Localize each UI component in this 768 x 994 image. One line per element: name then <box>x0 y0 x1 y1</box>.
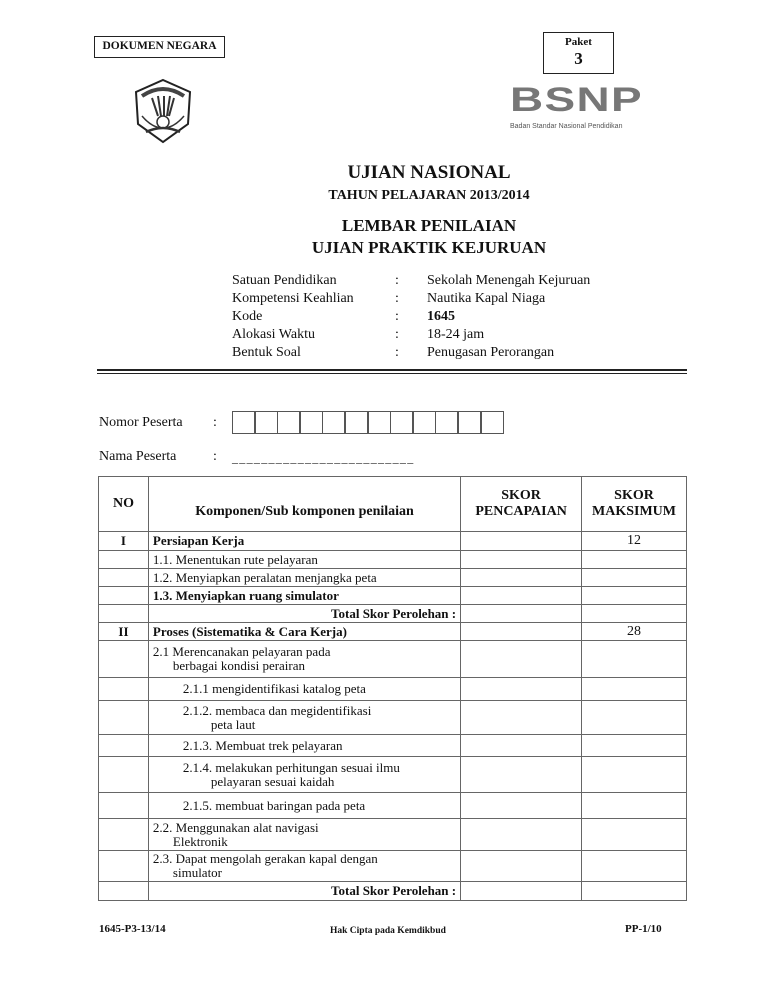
component-text: 2.1.1 mengidentifikasi katalog peta <box>182 681 366 696</box>
component-cell <box>148 551 460 569</box>
table-row <box>99 605 687 623</box>
nomor-peserta-colon: : <box>213 415 217 430</box>
meta-row <box>232 272 590 290</box>
meta-key: Kompetensi Keahlian <box>232 291 354 306</box>
row-no <box>99 587 149 605</box>
component-text: 1.2. Menyiapkan peralatan menjangka peta <box>152 569 377 585</box>
nomor-peserta-digit-box[interactable] <box>232 411 255 434</box>
component-text-cont: pelayaran sesuai kaidah <box>210 773 335 789</box>
component-text: Persiapan Kerja <box>152 533 245 548</box>
score-achieved-cell[interactable] <box>461 532 582 551</box>
component-text: 2.1.3. Membuat trek pelayaran <box>182 737 343 753</box>
table-row <box>99 569 687 587</box>
score-max-cell <box>582 551 687 569</box>
component-text: Total Skor Perolehan : <box>331 605 457 621</box>
nomor-peserta-digit-box[interactable] <box>413 411 436 434</box>
meta-row <box>232 308 590 326</box>
table-row <box>99 623 687 641</box>
component-text: Proses (Sistematika & Cara Kerja) <box>152 623 347 639</box>
header-no: NO <box>99 477 149 532</box>
table-row <box>99 587 687 605</box>
component-text: 2.3. Dapat mengolah gerakan kapal dengan <box>152 851 378 866</box>
score-max-cell <box>582 587 687 605</box>
sheet-subtitle: UJIAN PRAKTIK KEJURUAN <box>311 238 547 257</box>
score-achieved-cell[interactable] <box>461 605 582 623</box>
double-divider <box>97 369 687 374</box>
row-no: I <box>99 532 149 551</box>
row-no: II <box>99 623 149 641</box>
row-no <box>99 735 149 757</box>
row-no <box>99 851 149 882</box>
nomor-peserta-digit-box[interactable] <box>481 411 504 434</box>
score-max-cell <box>582 678 687 701</box>
nama-peserta-colon: : <box>213 449 217 464</box>
meta-colon: : <box>395 273 399 288</box>
bsnp-logo <box>510 80 643 131</box>
score-max-cell <box>582 819 687 851</box>
score-max-cell <box>582 757 687 793</box>
meta-colon: : <box>395 345 399 360</box>
score-achieved-cell[interactable] <box>461 551 582 569</box>
meta-key: Alokasi Waktu <box>232 327 315 342</box>
score-max-cell <box>582 851 687 882</box>
meta-colon: : <box>395 291 399 306</box>
row-no <box>99 678 149 701</box>
component-text: Total Skor Perolehan : <box>331 883 457 898</box>
meta-colon: : <box>395 327 399 342</box>
row-no <box>99 757 149 793</box>
component-text: 2.1.4. melakukan perhitungan sesuai ilmu <box>182 759 400 775</box>
score-max-cell <box>582 882 687 901</box>
table-row <box>99 757 687 793</box>
score-max-cell <box>582 793 687 819</box>
score-achieved-cell[interactable] <box>461 819 582 851</box>
table-row <box>99 882 687 901</box>
meta-row <box>232 344 590 362</box>
table-row <box>99 701 687 735</box>
header-score-achieved: SKOR PENCAPAIAN <box>461 477 582 532</box>
nomor-peserta-digit-box[interactable] <box>255 411 278 434</box>
component-text: 2.1.5. membuat baringan pada peta <box>182 797 366 813</box>
component-cell <box>148 757 460 793</box>
nomor-peserta-label: Nomor Peserta <box>99 415 183 430</box>
component-cell <box>148 678 460 701</box>
score-achieved-cell[interactable] <box>461 882 582 901</box>
bsnp-logo-text: BSNP <box>510 81 643 119</box>
row-no <box>99 701 149 735</box>
component-text-cont: berbagai kondisi perairan <box>172 658 306 673</box>
row-no <box>99 569 149 587</box>
row-no <box>99 793 149 819</box>
nomor-peserta-digit-box[interactable] <box>458 411 481 434</box>
footer-code: 1645-P3-13/14 <box>99 923 166 935</box>
meta-key: Satuan Pendidikan <box>232 273 337 288</box>
component-cell <box>148 793 460 819</box>
component-text: 2.2. Menggunakan alat navigasi <box>152 819 319 835</box>
nomor-peserta-digit-box[interactable] <box>435 411 458 434</box>
component-text-cont: simulator <box>172 865 223 880</box>
classification-label: DOKUMEN NEGARA <box>94 36 225 58</box>
score-achieved-cell[interactable] <box>461 678 582 701</box>
component-cell <box>148 587 460 605</box>
table-row <box>99 793 687 819</box>
paket-number: 3 <box>574 49 583 68</box>
score-max-cell <box>582 569 687 587</box>
footer-copyright: Hak Cipta pada Kemdikbud <box>330 926 446 936</box>
score-achieved-cell[interactable] <box>461 623 582 641</box>
score-achieved-cell[interactable] <box>461 569 582 587</box>
component-cell <box>148 569 460 587</box>
bsnp-logo-subtitle: Badan Standar Nasional Pendidikan <box>510 123 623 130</box>
component-cell <box>148 735 460 757</box>
component-cell <box>148 641 460 678</box>
component-cell <box>148 701 460 735</box>
assessment-table <box>98 476 687 901</box>
header-score-max: SKOR MAKSIMUM <box>582 477 687 532</box>
meta-value: Penugasan Perorangan <box>427 345 555 360</box>
sheet-title: LEMBAR PENILAIAN <box>341 216 517 235</box>
component-text: 1.1. Menentukan rute pelayaran <box>152 551 318 567</box>
score-achieved-cell[interactable] <box>461 641 582 678</box>
row-no <box>99 819 149 851</box>
table-row <box>99 641 687 678</box>
score-max-cell <box>582 641 687 678</box>
component-text: 2.1.2. membaca dan megidentifikasi <box>182 702 372 718</box>
row-no <box>99 882 149 901</box>
table-row <box>99 678 687 701</box>
row-no <box>99 605 149 623</box>
table-row <box>99 532 687 551</box>
nomor-peserta-digit-box[interactable] <box>322 411 345 434</box>
tut-wuri-handayani-logo <box>130 76 196 146</box>
nomor-peserta-digit-box[interactable] <box>300 411 323 434</box>
meta-row <box>232 290 590 308</box>
nama-peserta-label: Nama Peserta <box>99 449 177 464</box>
table-row <box>99 735 687 757</box>
meta-key: Kode <box>232 309 263 324</box>
nomor-peserta-digit-box[interactable] <box>277 411 300 434</box>
academic-year: TAHUN PELAJARAN 2013/2014 <box>328 188 530 203</box>
score-achieved-cell[interactable] <box>461 793 582 819</box>
nomor-peserta-digit-box[interactable] <box>390 411 413 434</box>
score-max-cell <box>582 735 687 757</box>
component-cell <box>148 605 460 623</box>
meta-key: Bentuk Soal <box>232 345 301 360</box>
meta-value: 1645 <box>427 309 455 324</box>
table-row <box>99 551 687 569</box>
meta-value: Sekolah Menengah Kejuruan <box>427 273 591 288</box>
footer-page: PP-1/10 <box>625 923 662 935</box>
paket-label: Paket <box>565 36 592 48</box>
table-row <box>99 819 687 851</box>
exam-meta <box>232 272 590 362</box>
component-cell <box>148 623 460 641</box>
row-no <box>99 551 149 569</box>
score-achieved-cell[interactable] <box>461 587 582 605</box>
meta-colon: : <box>395 309 399 324</box>
table-row <box>99 851 687 882</box>
meta-row <box>232 326 590 344</box>
component-text-cont: peta laut <box>210 716 256 732</box>
exam-title: UJIAN NASIONAL <box>347 162 511 183</box>
header-component: Komponen/Sub komponen penilaian <box>148 477 460 532</box>
nama-peserta-field[interactable]: _________________________ <box>232 451 415 465</box>
score-max-cell <box>582 605 687 623</box>
score-achieved-cell[interactable] <box>461 701 582 735</box>
meta-value: Nautika Kapal Niaga <box>427 291 546 306</box>
component-cell <box>148 532 460 551</box>
paket-box <box>543 32 614 74</box>
nomor-peserta-digit-box[interactable] <box>368 411 391 434</box>
score-achieved-cell[interactable] <box>461 735 582 757</box>
component-text: 1.3. Menyiapkan ruang simulator <box>152 587 339 603</box>
score-max-cell <box>582 701 687 735</box>
component-text-cont: Elektronik <box>172 833 228 849</box>
component-cell <box>148 851 460 882</box>
score-achieved-cell[interactable] <box>461 851 582 882</box>
component-cell <box>148 819 460 851</box>
score-achieved-cell[interactable] <box>461 757 582 793</box>
meta-value: 18-24 jam <box>427 327 485 342</box>
score-max-cell: 28 <box>582 623 687 641</box>
score-max-cell: 12 <box>582 532 687 551</box>
component-cell <box>148 882 460 901</box>
row-no <box>99 641 149 678</box>
nomor-peserta-digit-box[interactable] <box>345 411 368 434</box>
component-text: 2.1 Merencanakan pelayaran pada <box>152 644 331 659</box>
